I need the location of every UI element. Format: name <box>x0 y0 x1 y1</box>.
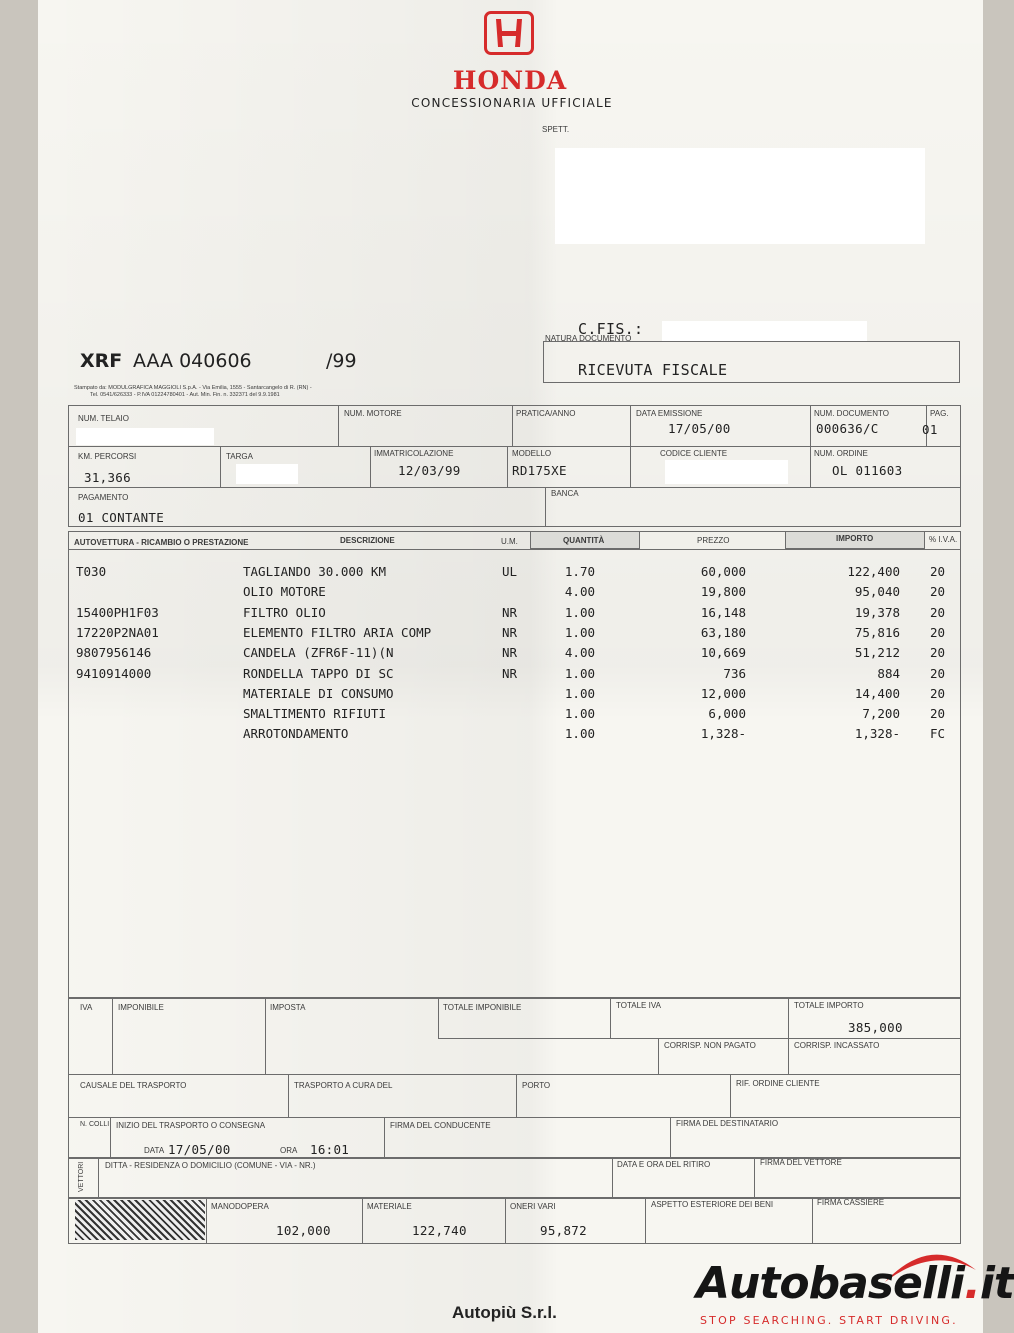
item-description: RONDELLA TAPPO DI SC <box>243 665 394 681</box>
manodopera-value: 102,000 <box>276 1223 331 1238</box>
trasporto-label: TRASPORTO A CURA DEL <box>294 1081 393 1090</box>
materiale-label: MATERIALE <box>367 1202 412 1211</box>
targa-label: TARGA <box>226 452 253 461</box>
iva-header: % I.V.A. <box>929 535 958 544</box>
codice-cliente-label: CODICE CLIENTE <box>660 449 728 458</box>
item-quantity: 4.00 <box>564 645 595 661</box>
item-quantity: 1.00 <box>564 726 595 742</box>
num-ordine-label: NUM. ORDINE <box>814 449 868 458</box>
item-iva: 20 <box>930 665 946 681</box>
receipt-series: XRF <box>80 350 123 372</box>
item-quantity: 1.00 <box>564 706 595 722</box>
imponibile-label: IMPONIBILE <box>118 1003 164 1012</box>
table-row <box>0 564 1000 584</box>
item-amount: 884 <box>877 665 900 681</box>
rif-ordine-label: RIF. ORDINE CLIENTE <box>736 1079 820 1088</box>
aspetto-label: ASPETTO ESTERIORE DEI BENI <box>651 1200 774 1209</box>
firma-conducente-label: FIRMA DEL CONDUCENTE <box>390 1121 491 1130</box>
company-name: Autopiù S.r.l. <box>452 1303 557 1322</box>
modello-label: MODELLO <box>512 449 552 458</box>
brand-name: HONDA <box>452 66 568 95</box>
table-row <box>0 584 1000 604</box>
immatricolazione-value: 12/03/99 <box>398 463 461 478</box>
ditta-label: DITTA - RESIDENZA O DOMICILIO (COMUNE - VIA - NR.) <box>105 1161 316 1170</box>
importo-header: IMPORTO <box>836 534 874 543</box>
ora-value: 16:01 <box>310 1142 350 1157</box>
num-motore-label: NUM. MOTORE <box>344 409 402 418</box>
firma-vettore-label: FIRMA DEL VETTORE <box>760 1158 842 1167</box>
receipt-number: AAA 040606 <box>133 350 252 372</box>
item-description: MATERIALE DI CONSUMO <box>243 685 394 701</box>
item-iva: 20 <box>930 624 946 640</box>
oneri-label: ONERI VARI <box>510 1202 556 1211</box>
watermark-tld: it <box>979 1258 1014 1309</box>
vettori-label: VETTORI <box>78 1161 85 1192</box>
customer-address-redaction <box>555 148 925 244</box>
item-price: 1,328- <box>700 726 746 742</box>
pag-value: 01 <box>922 422 938 437</box>
table-row <box>0 666 1000 686</box>
pratica-anno-label: PRATICA/ANNO <box>516 409 576 418</box>
item-um: NR <box>502 624 518 640</box>
table-row <box>0 686 1000 706</box>
data-value: 17/05/00 <box>168 1142 231 1157</box>
pagamento-value: 01 CONTANTE <box>78 510 165 525</box>
item-iva: FC <box>930 726 946 742</box>
item-quantity: 1.70 <box>564 564 595 579</box>
item-price: 63,180 <box>700 624 746 640</box>
item-code: T030 <box>76 564 107 579</box>
inizio-trasporto-label: INIZIO DEL TRASPORTO O CONSEGNA <box>116 1121 266 1130</box>
km-label: KM. PERCORSI <box>78 452 137 461</box>
totale-imponibile-label: TOTALE IMPONIBILE <box>443 1003 522 1012</box>
pag-label: PAG. <box>930 409 949 418</box>
table-row <box>0 625 1000 645</box>
ncolli-label: N. COLLI <box>80 1121 110 1128</box>
natura-documento-label: NATURA DOCUMENTO <box>545 334 632 343</box>
item-description: FILTRO OLIO <box>243 604 326 620</box>
manodopera-label: MANODOPERA <box>211 1202 269 1211</box>
um-header: U.M. <box>501 537 518 546</box>
item-iva: 20 <box>930 604 946 620</box>
item-description: ARROTONDAMENTO <box>243 726 349 742</box>
item-amount: 7,200 <box>862 706 900 722</box>
telaio-redaction <box>76 428 214 445</box>
item-iva: 20 <box>930 706 946 722</box>
targa-redaction <box>236 464 298 484</box>
num-telaio-label: NUM. TELAIO <box>78 414 129 423</box>
totale-importo-label: TOTALE IMPORTO <box>794 1001 864 1010</box>
item-quantity: 1.00 <box>564 604 595 620</box>
item-amount: 122,400 <box>847 564 900 579</box>
item-amount: 95,040 <box>854 584 900 600</box>
printer-line-2: Tel. 0541/626333 - P.IVA 01224780401 - Aut. Min. Fin. n. 332371 del 9.9.1981 <box>90 392 280 398</box>
item-quantity: 1.00 <box>564 624 595 640</box>
item-header: AUTOVETTURA - RICAMBIO O PRESTAZIONE <box>74 538 249 547</box>
watermark-dot: . <box>964 1258 980 1309</box>
imposta-label: IMPOSTA <box>270 1003 306 1012</box>
item-iva: 20 <box>930 564 946 579</box>
data-label: DATA <box>144 1146 165 1155</box>
item-iva: 20 <box>930 584 946 600</box>
item-amount: 19,378 <box>854 604 900 620</box>
item-amount: 75,816 <box>854 624 900 640</box>
hatched-pattern <box>75 1200 205 1240</box>
item-iva: 20 <box>930 685 946 701</box>
item-iva: 20 <box>930 645 946 661</box>
item-code: 17220P2NA01 <box>76 624 159 640</box>
corrisp-incassato-label: CORRISP. INCASSATO <box>794 1041 880 1050</box>
cfis-redaction <box>662 321 867 341</box>
table-row <box>0 605 1000 625</box>
item-price: 6,000 <box>708 706 746 722</box>
receipt-year: /99 <box>326 350 357 372</box>
item-price: 16,148 <box>700 604 746 620</box>
honda-h-logo-icon <box>484 11 534 55</box>
item-code: 9807956146 <box>76 645 152 661</box>
table-row <box>0 726 1000 746</box>
item-amount: 51,212 <box>854 645 900 661</box>
causale-label: CAUSALE DEL TRASPORTO <box>80 1081 187 1090</box>
iva-label: IVA <box>80 1003 93 1012</box>
item-um: NR <box>502 604 518 620</box>
item-quantity: 1.00 <box>564 685 595 701</box>
item-amount: 1,328- <box>854 726 900 742</box>
table-row <box>0 645 1000 665</box>
item-um: UL <box>502 564 518 579</box>
data-ritiro-label: DATA E ORA DEL RITIRO <box>617 1160 711 1169</box>
item-amount: 14,400 <box>854 685 900 701</box>
totale-importo-value: 385,000 <box>848 1020 903 1035</box>
descrizione-header: DESCRIZIONE <box>340 536 395 545</box>
item-code: 9410914000 <box>76 665 152 681</box>
item-description: SMALTIMENTO RIFIUTI <box>243 706 386 722</box>
num-ordine-value: OL 011603 <box>832 463 903 478</box>
watermark-tagline: STOP SEARCHING. START DRIVING. <box>700 1314 958 1327</box>
oneri-value: 95,872 <box>540 1223 587 1238</box>
dealer-subtitle: CONCESSIONARIA UFFICIALE <box>411 96 613 110</box>
firma-destinatario-label: FIRMA DEL DESTINATARIO <box>676 1119 779 1128</box>
document-type: RICEVUTA FISCALE <box>578 361 728 379</box>
table-row <box>0 706 1000 726</box>
km-value: 31,366 <box>84 470 131 485</box>
immatricolazione-label: IMMATRICOLAZIONE <box>374 449 454 458</box>
data-emissione-label: DATA EMISSIONE <box>636 409 703 418</box>
printer-line-1: Stampato da: MODULGRAFICA MAGGIOLI S.p.A. - Via Emilia, 1555 - Santarcangelo di R. (RN) - <box>74 385 312 391</box>
cfis-label: C.FIS.: <box>578 320 644 338</box>
num-documento: 000636/C <box>816 421 879 436</box>
item-price: 10,669 <box>700 645 746 661</box>
item-price: 736 <box>723 665 746 681</box>
corrisp-non-pagato-label: CORRISP. NON PAGATO <box>664 1041 756 1050</box>
num-documento-label: NUM. DOCUMENTO <box>814 409 889 418</box>
item-quantity: 4.00 <box>564 584 595 600</box>
watermark-brand <box>696 1258 1014 1309</box>
porto-label: PORTO <box>522 1081 551 1090</box>
item-um: NR <box>502 645 518 661</box>
item-description: CANDELA (ZFR6F-11)(N <box>243 645 394 661</box>
item-quantity: 1.00 <box>564 665 595 681</box>
item-price: 12,000 <box>700 685 746 701</box>
totals-grid <box>68 998 961 1158</box>
data-emissione: 17/05/00 <box>668 421 731 436</box>
firma-cassiere-label: FIRMA CASSIERE <box>817 1198 885 1207</box>
item-code: 15400PH1F03 <box>76 604 159 620</box>
banca-label: BANCA <box>551 489 579 498</box>
item-price: 60,000 <box>700 564 746 579</box>
totale-iva-label: TOTALE IVA <box>616 1001 661 1010</box>
item-description: OLIO MOTORE <box>243 584 326 600</box>
item-price: 19,800 <box>700 584 746 600</box>
pagamento-label: PAGAMENTO <box>78 493 129 502</box>
quantita-header: QUANTITÀ <box>563 536 605 545</box>
codice-cliente-redaction <box>665 460 788 484</box>
item-description: TAGLIANDO 30.000 KM <box>243 564 386 579</box>
watermark-brand-main: Autobaselli <box>696 1258 965 1309</box>
prezzo-header: PREZZO <box>697 536 730 545</box>
ora-label: ORA <box>280 1146 298 1155</box>
materiale-value: 122,740 <box>412 1223 467 1238</box>
item-description: ELEMENTO FILTRO ARIA COMP <box>243 624 432 640</box>
spett-label: SPETT. <box>542 125 570 134</box>
modello-value: RD175XE <box>512 463 567 478</box>
item-um: NR <box>502 665 518 681</box>
